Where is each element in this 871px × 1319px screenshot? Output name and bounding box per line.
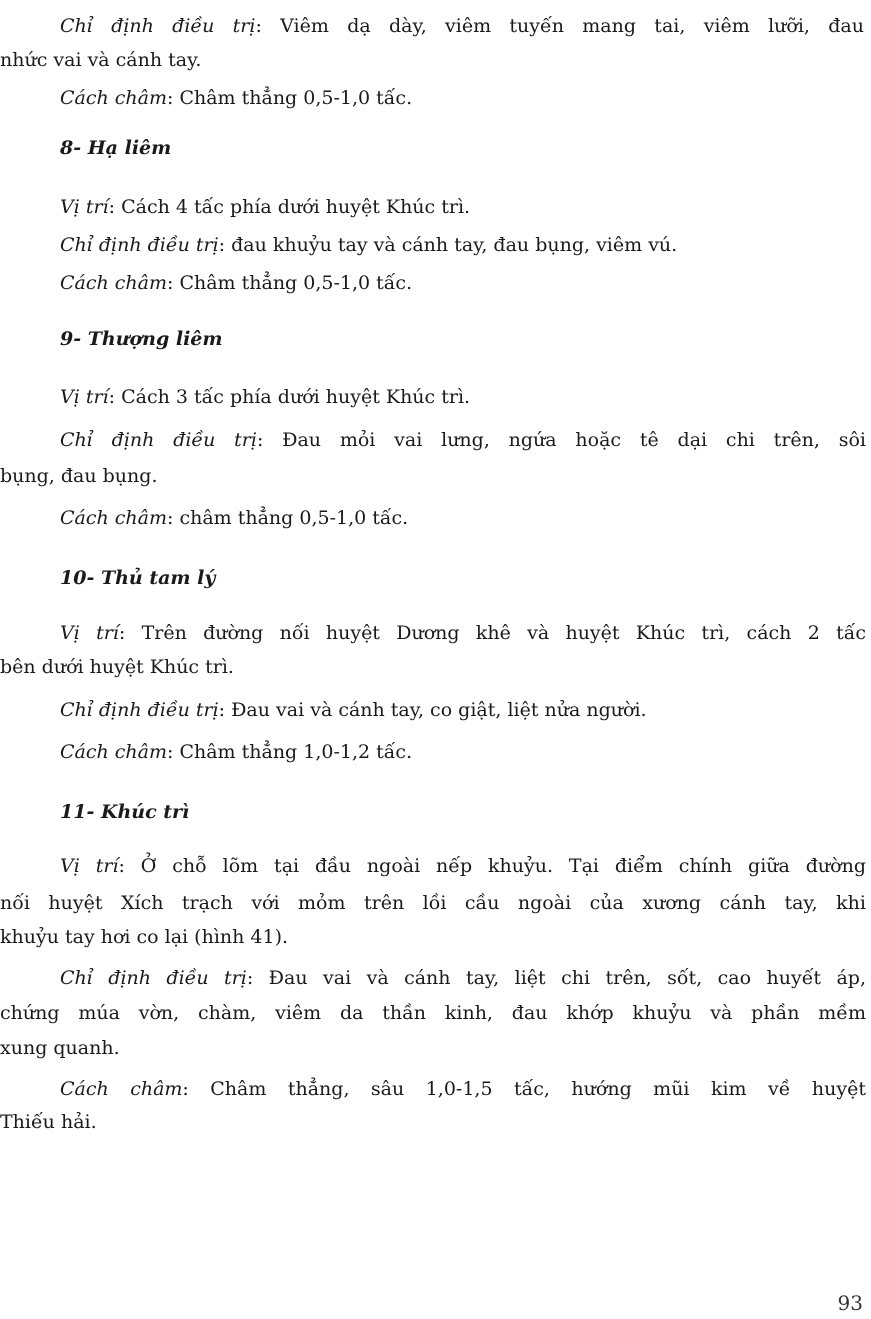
paragraph-label: Cách châm bbox=[60, 1078, 183, 1100]
section-heading: 10- Thủ tam lý bbox=[60, 567, 216, 589]
paragraph-text: : Châm thẳng 1,0-1,2 tấc. bbox=[167, 741, 413, 763]
paragraph-first-line bbox=[60, 740, 871, 764]
paragraph-label: Cách châm bbox=[60, 507, 168, 529]
paragraph-label: Vị trí bbox=[60, 622, 119, 644]
paragraph-first-line bbox=[0, 14, 864, 38]
paragraph-continuation: chứng múa vờn, chàm, viêm da thần kinh, đau khớp khuỷu và phần mềm bbox=[0, 1002, 866, 1024]
paragraph-text: : Đau mỏi vai lưng, ngứa hoặc tê dại chi trên, sôi bbox=[256, 429, 866, 451]
paragraph-text: : Đau vai và cánh tay, co giật, liệt nửa người. bbox=[218, 699, 647, 721]
paragraph-text: : Châm thẳng 0,5-1,0 tấc. bbox=[167, 87, 413, 109]
paragraph-label: Chỉ định điều trị bbox=[60, 699, 219, 721]
paragraph-label: Vị trí bbox=[60, 196, 109, 218]
paragraph-continuation: khuỷu tay hơi co lại (hình 41). bbox=[0, 926, 289, 948]
paragraph-first-line bbox=[60, 271, 871, 295]
paragraph-text: : Ở chỗ lõm tại đầu ngoài nếp khuỷu. Tại điểm chính giữa đường bbox=[118, 855, 866, 877]
paragraph-text: : Châm thẳng, sâu 1,0-1,5 tấc, hướng mũi kim về huyệt bbox=[182, 1078, 866, 1100]
paragraph-first-line bbox=[0, 621, 866, 645]
section-heading: 8- Hạ liêm bbox=[60, 137, 172, 159]
paragraph-continuation: xung quanh. bbox=[0, 1037, 120, 1059]
paragraph-first-line bbox=[0, 966, 866, 990]
paragraph-first-line bbox=[0, 1077, 866, 1101]
paragraph-label: Chỉ định điều trị bbox=[60, 967, 247, 989]
paragraph-label: Chỉ định điều trị bbox=[60, 15, 256, 37]
section-heading: 9- Thượng liêm bbox=[60, 328, 223, 350]
paragraph-first-line bbox=[60, 698, 871, 722]
paragraph-text: : Cách 3 tấc phía dưới huyệt Khúc trì. bbox=[108, 386, 471, 408]
paragraph-first-line bbox=[0, 428, 866, 452]
paragraph-continuation: bụng, đau bụng. bbox=[0, 465, 158, 487]
paragraph-text: : châm thẳng 0,5-1,0 tấc. bbox=[167, 507, 409, 529]
paragraph-first-line bbox=[60, 86, 871, 110]
page-number: 93 bbox=[837, 1291, 863, 1315]
paragraph-label: Cách châm bbox=[60, 87, 168, 109]
section-heading: 11- Khúc trì bbox=[60, 801, 190, 823]
paragraph-continuation: nhức vai và cánh tay. bbox=[0, 49, 202, 71]
paragraph-text: : Trên đường nối huyệt Dương khê và huyệt Khúc trì, cách 2 tấc bbox=[118, 622, 866, 644]
paragraph-label: Cách châm bbox=[60, 741, 168, 763]
paragraph-first-line bbox=[60, 195, 871, 219]
paragraph-text: : Đau vai và cánh tay, liệt chi trên, sốt, cao huyết áp, bbox=[246, 967, 866, 989]
paragraph-first-line bbox=[0, 854, 866, 878]
paragraph-first-line bbox=[60, 233, 871, 257]
paragraph-first-line bbox=[60, 385, 871, 409]
paragraph-label: Chỉ định điều trị bbox=[60, 429, 257, 451]
paragraph-text: : Châm thẳng 0,5-1,0 tấc. bbox=[167, 272, 413, 294]
paragraph-text: : Cách 4 tấc phía dưới huyệt Khúc trì. bbox=[108, 196, 471, 218]
paragraph-first-line bbox=[60, 506, 871, 530]
paragraph-continuation: nối huyệt Xích trạch với mỏm trên lồi cầu ngoài của xương cánh tay, khi bbox=[0, 892, 866, 914]
paragraph-continuation: bên dưới huyệt Khúc trì. bbox=[0, 656, 234, 678]
paragraph-label: Chỉ định điều trị bbox=[60, 234, 219, 256]
paragraph-text: : Viêm dạ dày, viêm tuyến mang tai, viêm lưỡi, đau bbox=[255, 15, 864, 37]
paragraph-label: Vị trí bbox=[60, 386, 109, 408]
paragraph-text: : đau khuỷu tay và cánh tay, đau bụng, viêm vú. bbox=[218, 234, 678, 256]
paragraph-continuation: Thiếu hải. bbox=[0, 1111, 97, 1133]
paragraph-label: Vị trí bbox=[60, 855, 119, 877]
paragraph-label: Cách châm bbox=[60, 272, 168, 294]
